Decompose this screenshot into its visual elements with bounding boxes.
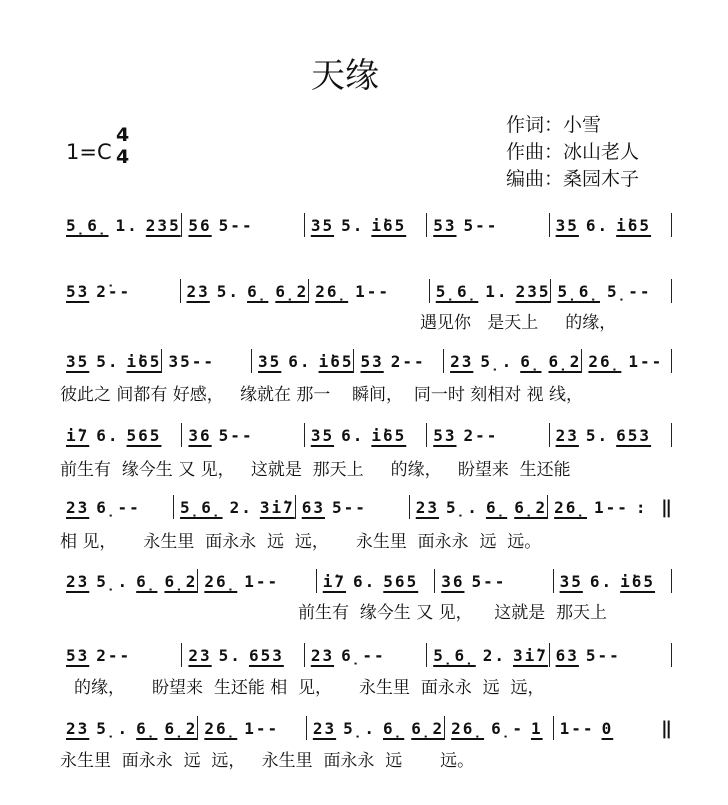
note-group: 35 [310, 215, 335, 235]
note-group: 6̣-- [341, 645, 386, 665]
final-bar-line: ‖ [661, 717, 672, 739]
notation-row [60, 715, 672, 741]
note-group: 5̣6̣ [435, 281, 479, 301]
bar-line [671, 279, 672, 303]
note-group: 0 [601, 718, 614, 738]
measure [551, 282, 671, 301]
note-group: 3i̇7 [259, 497, 295, 517]
note-group: i̇65 [620, 571, 656, 591]
measure [550, 216, 671, 235]
note-group: 5. [341, 215, 365, 235]
measure [305, 426, 426, 445]
measure [317, 572, 434, 591]
note-group: 5̣6̣ [180, 497, 223, 517]
note-group: 1 [530, 718, 543, 738]
measure [410, 498, 547, 517]
note-group: 3i̇7 [513, 645, 548, 665]
notation-row [60, 422, 672, 448]
note-group: 653 [248, 645, 284, 665]
note-group: 6̣ [520, 351, 542, 371]
measure [198, 719, 305, 738]
note-group: i̇65 [371, 215, 407, 235]
note-group: 1-- [244, 718, 280, 738]
note-group: 36 [441, 571, 465, 591]
note-group: 63 [301, 497, 325, 517]
note-group: 5̣. [343, 718, 376, 738]
note-group: 23 [66, 571, 90, 591]
composer: 作曲：冰山老人 [506, 141, 640, 163]
note-group: 35-- [168, 351, 215, 371]
note-group: i̇65 [616, 215, 652, 235]
note-group: 23 [188, 645, 212, 665]
note-group: 6. [288, 351, 312, 371]
note-group: 565 [126, 425, 162, 445]
note-group: 6. [585, 215, 610, 235]
note-group: 5̣. [96, 571, 130, 591]
note-group: 53 [66, 645, 90, 665]
measure [550, 646, 671, 665]
note-group: 1. [115, 215, 139, 235]
measure [427, 646, 548, 665]
note-group: 53 [433, 425, 457, 445]
measure [60, 498, 173, 517]
note-group: 2. [482, 645, 507, 665]
measure [174, 498, 295, 517]
note-group: 6̣ [383, 718, 405, 738]
note-group: 5̣-- [607, 281, 652, 301]
note-group: 2-- [463, 425, 499, 445]
note-group: 1-- [244, 571, 280, 591]
notation-row [60, 642, 672, 668]
measure [307, 719, 444, 738]
note-group: 23 [312, 718, 337, 738]
note-group: 53 [433, 215, 457, 235]
measure [582, 352, 671, 371]
note-group: 6̣ [485, 497, 508, 517]
note-group: 23 [66, 718, 90, 738]
note-group: 35 [258, 351, 282, 371]
notation-row [60, 568, 672, 594]
note-group: 5̣6̣ [433, 645, 476, 665]
note-group: 5̣. [446, 497, 479, 517]
note-group: 235 [145, 215, 181, 235]
measure [444, 352, 581, 371]
note-group: 23 [555, 425, 579, 445]
note-group: 35 [555, 215, 579, 235]
measure [309, 282, 429, 301]
measure [445, 719, 552, 738]
measure [60, 352, 161, 371]
lyricist: 作词：小雪 [506, 114, 602, 136]
measure [60, 572, 197, 591]
notation-row [60, 348, 672, 374]
note-group: i̇7 [66, 425, 90, 445]
note-group: 6̣2 [164, 571, 198, 591]
measure [554, 719, 661, 738]
note-group: 5-- [463, 215, 499, 235]
note-group: : [635, 497, 648, 517]
note-group: 23 [450, 351, 474, 371]
measure [60, 646, 181, 665]
note-group: 36 [188, 425, 212, 445]
note-group: 35 [310, 425, 335, 445]
note-group: 2-- [96, 645, 132, 665]
measure [198, 572, 315, 591]
measure [181, 282, 309, 301]
note-group: i̇7 [322, 571, 347, 591]
note-group: 5-- [332, 497, 367, 517]
measure [182, 646, 303, 665]
lyric-line: 遇见你 是天上 的缘， [420, 313, 617, 333]
note-group: 2. [229, 497, 253, 517]
bar-line [671, 643, 672, 667]
note-group: 26̣ [451, 718, 485, 738]
measure [60, 216, 181, 235]
note-group: 5. [216, 281, 241, 301]
meter-top: 4 [116, 124, 130, 146]
credits [506, 112, 639, 193]
bar-line [671, 213, 672, 237]
measure [182, 426, 303, 445]
song-title: 天缘 [311, 56, 379, 96]
note-group: 5. [585, 425, 610, 445]
note-group: 5-- [218, 425, 254, 445]
note-group: 6̣ [247, 281, 269, 301]
lyric-line: 相 见， 永生里 面永永 远 远， 永生里 面永永 远 远。 [60, 532, 542, 552]
note-group: 5. [96, 351, 120, 371]
note-group: 23 [310, 645, 335, 665]
key-signature: 1=C [66, 140, 112, 164]
note-group: 6. [589, 571, 614, 591]
note-group: 53 [66, 281, 90, 301]
note-group: i̇65 [371, 425, 407, 445]
measure [305, 216, 426, 235]
measure [162, 352, 251, 371]
measure [430, 282, 551, 301]
note-group: 1-- [355, 281, 391, 301]
notation-row [60, 494, 672, 520]
note-group: 26̣ [588, 351, 622, 371]
measure [427, 426, 548, 445]
measure [296, 498, 409, 517]
note-group: 6. [96, 425, 120, 445]
note-group: 23 [66, 497, 90, 517]
note-group: 35 [66, 351, 90, 371]
note-group: 6̣2 [411, 718, 445, 738]
note-group: i̇65 [318, 351, 354, 371]
lyric-line: 彼此之 间都有 好感， 缘就在 那一 瞬间， 同一时 刻相对 视 线， [60, 385, 584, 405]
note-group: 1. [485, 281, 509, 301]
note-group: 5-- [471, 571, 507, 591]
measure [548, 498, 661, 517]
note-group: 26̣ [554, 497, 588, 517]
note-group: 6̣ [136, 571, 158, 591]
measure [60, 719, 197, 738]
note-group: 5̣. [480, 351, 514, 371]
measure [435, 572, 552, 591]
note-group: 5. [218, 645, 242, 665]
measure [550, 426, 671, 445]
measure [354, 352, 443, 371]
measure [60, 426, 181, 445]
meter-bottom: 4 [116, 146, 130, 168]
note-group: 26̣ [204, 571, 238, 591]
measure [252, 352, 353, 371]
notation-row [60, 212, 672, 238]
note-group: 63 [555, 645, 579, 665]
note-group: 6̣2 [514, 497, 548, 517]
bar-line [671, 569, 672, 593]
notation-row [60, 278, 672, 304]
time-signature [116, 124, 129, 168]
note-group: 653 [616, 425, 652, 445]
note-group: 6̣ [136, 718, 158, 738]
note-group: 5̣6̣ [66, 215, 109, 235]
note-group: 5̣6̣ [557, 281, 600, 301]
measure [305, 646, 426, 665]
note-group: 23 [186, 281, 210, 301]
measure [554, 572, 671, 591]
note-group: 53 [360, 351, 384, 371]
note-group: 2-- [390, 351, 426, 371]
note-group: 1-- [594, 497, 629, 517]
note-group: 6̣2 [548, 351, 582, 371]
note-group: 6. [341, 425, 365, 445]
note-group: 1-- [628, 351, 664, 371]
note-group: 6. [353, 571, 377, 591]
note-group: 6̣- [491, 718, 524, 738]
note-group: 26̣ [315, 281, 349, 301]
note-group: 23 [415, 497, 440, 517]
bar-line [671, 349, 672, 373]
measure [182, 216, 303, 235]
note-group: 2̇-- [96, 281, 132, 301]
note-group: 6̣2 [164, 718, 198, 738]
note-group: 6̣-- [96, 497, 141, 517]
lyric-line: 的缘， 盼望来 生还能 相 见， 永生里 面永永 远 远， [74, 678, 545, 698]
bar-line [671, 423, 672, 447]
arranger: 编曲：桑园木子 [506, 168, 640, 190]
note-group: 235 [515, 281, 551, 301]
note-group: 1-- [559, 718, 595, 738]
note-group: 5-- [218, 215, 254, 235]
note-group: 5̣. [96, 718, 130, 738]
measure [427, 216, 548, 235]
lyric-line: 前生有 缘今生 又 见， 这就是 那天上 [298, 603, 608, 623]
lyric-line: 前生有 缘今生 又 见， 这就是 那天上 的缘， 盼望来 生还能 [60, 460, 571, 480]
note-group: i̇65 [126, 351, 162, 371]
note-group: 6̣2 [275, 281, 309, 301]
note-group: 5-- [585, 645, 621, 665]
note-group: 565 [383, 571, 419, 591]
note-group: 26̣ [204, 718, 238, 738]
note-group: 56 [188, 215, 212, 235]
note-group: 35 [559, 571, 583, 591]
measure [60, 282, 180, 301]
lyric-line: 永生里 面永永 远 远， 永生里 面永永 远 远。 [60, 751, 475, 771]
final-bar-line: ‖ [661, 496, 672, 518]
